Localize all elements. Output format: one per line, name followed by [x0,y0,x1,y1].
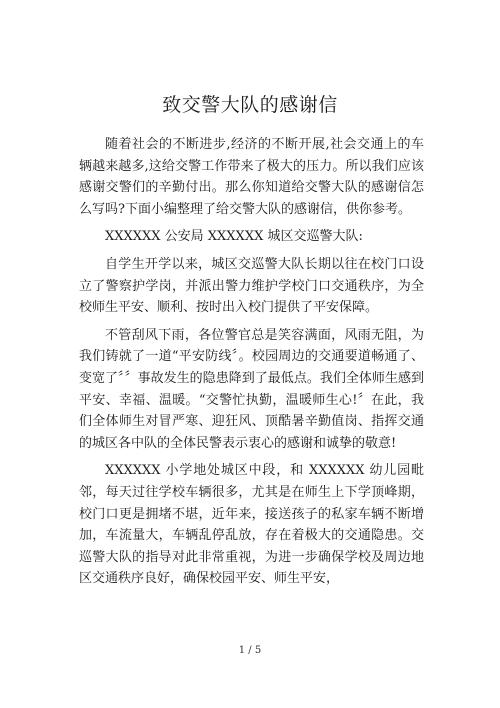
document-title: 致交警大队的感谢信 [162,94,338,116]
paragraph-salutation: XXXXXX 公安局 XXXXXX 城区交巡警大队: [105,229,363,245]
page-number: 1 / 5 [238,645,262,656]
paragraph-body-1: 自学生开学以来，城区交巡警大队长期以往在校门口设立了警察护学岗，并派出警力维护学校门口交通秩序，为全校师生平安、顺利、按时出入校门提供了平安保障。 [79,256,424,316]
paragraph-body-2: 不管刮风下雨，各位警官总是笑容满面，风雨无阻，为我们铸就了一道“平安防线〞。校园周边的交通要道畅通了、变宽了〞〞事故发生的隐患降到了最低点。我们全体师生感到平安、幸福、温暖。“交警忙执勤，温暖师生心!〞在此，我们全体师生对冒严寒、迎狂风、顶酷暑辛勤值岗、指挥交通的城区各中队的全体民警表示衷心的感谢和诚挚的敬意! [79,327,424,451]
paragraph-body-3: XXXXXX 小学地处城区中段，和 XXXXXX 幼儿园毗邻，每天过往学校车辆很多，尤其是在师生上下学顶峰期，校门口更是拥堵不堪，近年来，接送孩子的私家车辆不断增加，车流量大，车辆乱停乱放，存在着极大的交通隐患。交巡警大队的指导对此非常重视，为进一步确保学校及周边地区交通秩序良好，确保校园平安、师生平安， [79,463,424,587]
document-body [79,134,424,596]
paragraph-intro: 随着社会的不断进步,经济的不断开展,社会交通上的车辆越来越多,这给交警工作带来了极大的压力。所以我们应该感谢交警们的辛勤付出。那么你知道给交警大队的感谢信怎么写吗?下面小编整理了给交警大队的感谢信，供你参考。 [79,137,424,217]
